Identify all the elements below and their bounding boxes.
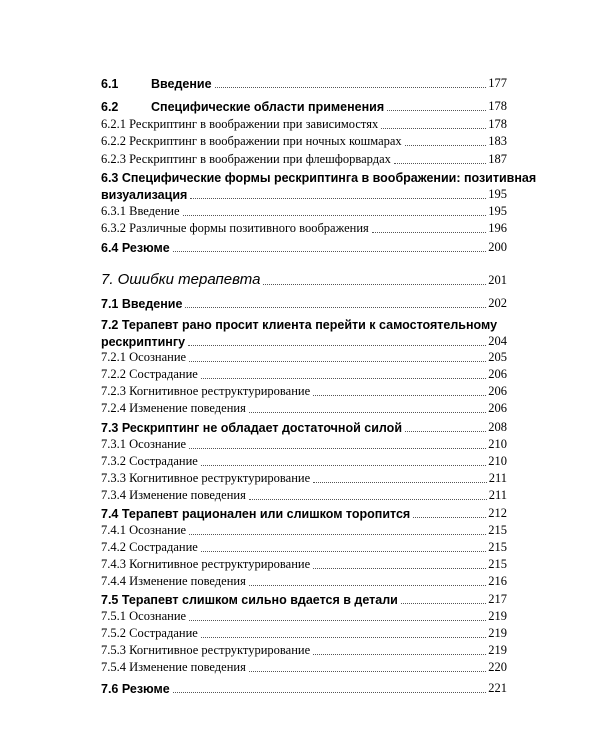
toc-entry-6-4[interactable] xyxy=(101,239,507,255)
section-title: 6.2.2 Рескриптинг в воображении при ночных кошмарах xyxy=(101,134,402,148)
section-title: 6.4 Резюме xyxy=(101,241,170,255)
toc-entry-7-3-3[interactable] xyxy=(101,470,507,486)
page-number: 215 xyxy=(488,540,507,554)
toc-entry-7-2-2[interactable] xyxy=(101,366,507,382)
dot-leader xyxy=(190,198,486,199)
page-number: 195 xyxy=(488,204,507,218)
toc-entry-7-4-1[interactable] xyxy=(101,522,507,538)
toc-entry-7-4-3[interactable] xyxy=(101,556,507,572)
dot-leader xyxy=(185,307,486,308)
dot-leader xyxy=(188,345,486,346)
page-number: 219 xyxy=(488,609,507,623)
toc-entry-7-5[interactable] xyxy=(101,591,507,607)
dot-leader xyxy=(189,448,486,449)
section-title-line1: 7.2 Терапевт рано просит клиента перейти к самостоятельному xyxy=(101,318,498,332)
page-number: 206 xyxy=(488,367,507,381)
dot-leader xyxy=(405,145,487,146)
section-title: 7.3.3 Когнитивное реструктурирование xyxy=(101,471,311,485)
dot-leader xyxy=(249,412,486,413)
toc-entry-6-2-2[interactable] xyxy=(101,133,507,149)
dot-leader xyxy=(189,361,486,362)
page-number: 178 xyxy=(488,99,507,113)
toc-entry-7-4-4[interactable] xyxy=(101,573,507,589)
section-title: 7.2.2 Сострадание xyxy=(101,367,198,381)
page-number: 210 xyxy=(488,454,507,468)
dot-leader xyxy=(372,232,486,233)
page-number: 211 xyxy=(488,488,507,502)
page-number: 212 xyxy=(488,506,507,520)
page-number: 187 xyxy=(488,152,507,166)
section-title: 7.2.3 Когнитивное реструктурирование xyxy=(101,384,311,398)
section-title: 7.6 Резюме xyxy=(101,682,170,696)
toc-entry-6-1[interactable] xyxy=(101,75,507,91)
dot-leader xyxy=(313,654,486,655)
dot-leader xyxy=(183,215,487,216)
section-number: 6.1 xyxy=(101,77,119,91)
page-number: 216 xyxy=(488,574,507,588)
section-number: 6.2 xyxy=(101,100,119,114)
toc-entry-7-5-3[interactable] xyxy=(101,642,507,658)
dot-leader xyxy=(201,637,486,638)
section-title: 7.3.2 Сострадание xyxy=(101,454,198,468)
toc-entry-7-3-2[interactable] xyxy=(101,453,507,469)
section-title: 7.5.2 Сострадание xyxy=(101,626,198,640)
section-title: 7.3 Рескриптинг не обладает достаточной силой xyxy=(101,421,403,435)
page-number: 201 xyxy=(488,273,507,287)
page-number: 202 xyxy=(488,296,507,310)
dot-leader xyxy=(189,534,486,535)
toc-entry-7-3-4[interactable] xyxy=(101,487,507,503)
page-number: 206 xyxy=(488,384,507,398)
page-number: 204 xyxy=(488,334,507,348)
section-title: 7.2.4 Изменение поведения xyxy=(101,401,246,415)
toc-entry-6-3-2[interactable] xyxy=(101,220,507,236)
section-title: 6.2.1 Рескриптинг в воображении при зависимостях xyxy=(101,117,379,131)
page-number: 219 xyxy=(488,643,507,657)
toc-entry-7-2-4[interactable] xyxy=(101,400,507,416)
page-number: 215 xyxy=(488,523,507,537)
toc-entry-7-2[interactable] xyxy=(101,317,507,349)
page-number: 215 xyxy=(488,557,507,571)
section-title: 7.4.3 Когнитивное реструктурирование xyxy=(101,557,311,571)
toc-entry-7-1[interactable] xyxy=(101,295,507,311)
dot-leader xyxy=(394,163,486,164)
toc-entry-7-4[interactable] xyxy=(101,505,507,521)
toc-entry-6-3[interactable] xyxy=(101,170,537,202)
dot-leader xyxy=(381,128,486,129)
dot-leader xyxy=(413,517,486,518)
dot-leader xyxy=(173,692,487,693)
section-title: Специфические области применения xyxy=(151,100,385,114)
section-title: 7.4.2 Сострадание xyxy=(101,540,198,554)
dot-leader xyxy=(313,395,486,396)
toc-entry-7-3-1[interactable] xyxy=(101,436,507,452)
dot-leader xyxy=(201,551,486,552)
toc-entry-7-4-2[interactable] xyxy=(101,539,507,555)
toc-entry-7-2-3[interactable] xyxy=(101,383,507,399)
dot-leader xyxy=(313,482,487,483)
toc-entry-7-5-2[interactable] xyxy=(101,625,507,641)
toc-entry-7-2-1[interactable] xyxy=(101,349,507,365)
page-number: 205 xyxy=(488,350,507,364)
page-number: 220 xyxy=(488,660,507,674)
dot-leader xyxy=(201,465,486,466)
dot-leader xyxy=(401,603,486,604)
section-title: 7.5.3 Когнитивное реструктурирование xyxy=(101,643,311,657)
dot-leader xyxy=(201,378,486,379)
dot-leader xyxy=(263,284,486,285)
dot-leader xyxy=(313,568,486,569)
section-title-line2: визуализация xyxy=(101,188,188,202)
chapter-title: 7. Ошибки терапевта xyxy=(101,271,261,288)
page-number: 211 xyxy=(488,471,507,485)
page-number: 178 xyxy=(488,117,507,131)
dot-leader xyxy=(249,585,486,586)
section-title: 7.4 Терапевт рационален или слишком торопится xyxy=(101,507,411,521)
toc-entry-chapter-7[interactable] xyxy=(101,270,507,288)
section-title: 7.5 Терапевт слишком сильно вдается в детали xyxy=(101,593,398,607)
page-number: 183 xyxy=(488,134,507,148)
dot-leader xyxy=(249,499,487,500)
toc-entry-6-2-3[interactable] xyxy=(101,151,507,167)
section-title: Введение xyxy=(151,77,212,91)
section-title: 7.4.4 Изменение поведения xyxy=(101,574,246,588)
dot-leader xyxy=(173,251,487,252)
toc-entry-6-2[interactable] xyxy=(101,98,507,114)
section-title: 6.3.2 Различные формы позитивного воображения xyxy=(101,221,369,235)
page-number: 195 xyxy=(488,187,507,201)
section-title: 7.4.1 Осознание xyxy=(101,523,187,537)
toc-entry-7-5-4[interactable] xyxy=(101,659,507,675)
dot-leader xyxy=(249,671,486,672)
toc-entry-7-6[interactable] xyxy=(101,680,507,696)
page-number: 200 xyxy=(488,240,507,254)
section-title: 7.5.4 Изменение поведения xyxy=(101,660,246,674)
section-title: 7.5.1 Осознание xyxy=(101,609,187,623)
section-title: 7.2.1 Осознание xyxy=(101,350,187,364)
page-number: 196 xyxy=(488,221,507,235)
section-title: 6.3.1 Введение xyxy=(101,204,180,218)
section-title: 7.3.1 Осознание xyxy=(101,437,187,451)
page-number: 208 xyxy=(488,420,507,434)
page-number: 221 xyxy=(488,681,507,695)
dot-leader xyxy=(189,620,486,621)
dot-leader xyxy=(405,431,486,432)
page-number: 219 xyxy=(488,626,507,640)
section-title-line1: 6.3 Специфические формы рескриптинга в воображении: позитивная xyxy=(101,171,537,185)
toc-entry-7-3[interactable] xyxy=(101,419,507,435)
section-title-line2: рескриптингу xyxy=(101,335,186,349)
page-number: 217 xyxy=(488,592,507,606)
section-title: 7.3.4 Изменение поведения xyxy=(101,488,246,502)
dot-leader xyxy=(387,110,486,111)
page-number: 177 xyxy=(488,76,507,90)
page-number: 210 xyxy=(488,437,507,451)
section-title: 6.2.3 Рескриптинг в воображении при флешфорвардах xyxy=(101,152,391,166)
toc-entry-6-2-1[interactable] xyxy=(101,116,507,132)
page-number: 206 xyxy=(488,401,507,415)
dot-leader xyxy=(215,87,487,88)
toc-entry-6-3-1[interactable] xyxy=(101,203,507,219)
toc-entry-7-5-1[interactable] xyxy=(101,608,507,624)
section-title: 7.1 Введение xyxy=(101,297,183,311)
